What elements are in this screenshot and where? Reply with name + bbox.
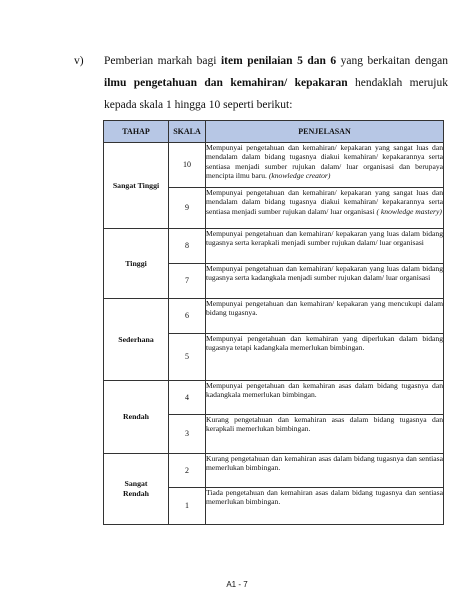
penjelasan-cell: Kurang pengetahuan dan kemahiran asas dalam bidang tugasnya dan kerapkali memerlukan bimbingan. <box>206 415 444 454</box>
penjelasan-cell: Kurang pengetahuan dan kemahiran asas dalam bidang tugasnya dan sentiasa memerlukan bimbingan. <box>206 454 444 488</box>
table-row <box>104 229 444 264</box>
table-header-row <box>104 121 444 143</box>
penjelasan-cell: Mempunyai pengetahuan dan kemahiran/ kepakaran yang mencukupi dalam bidang tugasnya. <box>206 299 444 334</box>
skala-cell: 5 <box>169 334 206 381</box>
table-row <box>104 454 444 488</box>
rating-scale-table <box>103 120 444 525</box>
intro-bold-2: ilmu pengetahuan dan kemahiran/ kepakaran <box>104 77 348 89</box>
penjelasan-note: (knowledge creator) <box>268 171 331 181</box>
skala-cell: 1 <box>169 488 206 525</box>
tahap-cell: Sangat Tinggi <box>104 143 169 229</box>
penjelasan-cell: Tiada pengetahuan dan kemahiran asas dalam bidang tugasnya dan sentiasa memerlukan bimbingan. <box>206 488 444 525</box>
penjelasan-cell: Mempunyai pengetahuan dan kemahiran yang diperlukan dalam bidang tugasnya tetapi kadangkala memerlukan bimbingan. <box>206 334 444 381</box>
tahap-cell: Rendah <box>104 381 169 454</box>
penjelasan-cell: Mempunyai pengetahuan dan kemahiran/ kepakaran yang luas dalam bidang tugasnya serta kerapkali menjadi sumber rujukan dalam/ luar organisasi <box>206 229 444 264</box>
penjelasan-cell: Mempunyai pengetahuan dan kemahiran asas dalam bidang tugasnya dan kadangkala memerlukan bimbingan. <box>206 381 444 415</box>
table-row <box>104 299 444 334</box>
penjelasan-cell <box>206 188 444 229</box>
section-number: v) <box>74 55 84 67</box>
table-row <box>104 143 444 188</box>
penjelasan-cell: Mempunyai pengetahuan dan kemahiran/ kepakaran yang luas dalam bidang tugasnya serta kadangkala menjadi sumber rujukan dalam/ luar organisasi <box>206 264 444 299</box>
skala-cell: 2 <box>169 454 206 488</box>
header-skala: SKALA <box>169 121 206 143</box>
tahap-line-2: Rendah <box>123 489 149 498</box>
tahap-cell: Sederhana <box>104 299 169 381</box>
skala-cell: 3 <box>169 415 206 454</box>
penjelasan-note: ( knowledge mastery) <box>376 206 442 216</box>
header-penjelasan: PENJELASAN <box>206 121 444 143</box>
skala-cell: 4 <box>169 381 206 415</box>
tahap-line-1: Sangat <box>124 479 148 488</box>
skala-cell: 10 <box>169 143 206 188</box>
skala-cell: 8 <box>169 229 206 264</box>
skala-cell: 6 <box>169 299 206 334</box>
skala-cell: 7 <box>169 264 206 299</box>
intro-text-2: yang berkaitan dengan <box>336 55 448 67</box>
intro-text-3: hendaklah merujuk kepada skala 1 hingga 10 seperti berikut: <box>104 77 448 111</box>
skala-cell: 9 <box>169 188 206 229</box>
intro-text-1: Pemberian markah bagi <box>104 55 221 67</box>
penjelasan-text: Mempunyai pengetahuan dan kemahiran/ kepakaran yang sangat luas dan mendalam dalam bidang tugasnya diakui kemahiran/ kepakarannya serta sentiasa menjadi sumber rujukan dalam/ luar organisasi <box>206 188 443 216</box>
tahap-cell: Tinggi <box>104 229 169 299</box>
tahap-cell <box>104 454 169 525</box>
intro-bold-1: item penilaian 5 dan 6 <box>220 55 337 67</box>
intro-paragraph <box>104 50 448 116</box>
penjelasan-cell <box>206 143 444 188</box>
page-number: A1 - 7 <box>226 580 248 589</box>
header-tahap: TAHAP <box>104 121 169 143</box>
table-row <box>104 381 444 415</box>
penjelasan-text: Mempunyai pengetahuan dan kemahiran/ kepakaran yang sangat luas dan mendalam dalam bidang tugasnya diakui kemahiran/ kepakarannya serta sentiasa menjadi sumber rujukan dalam/ luar organisasi dan berupaya mencipta ilmu baru. <box>206 143 443 181</box>
